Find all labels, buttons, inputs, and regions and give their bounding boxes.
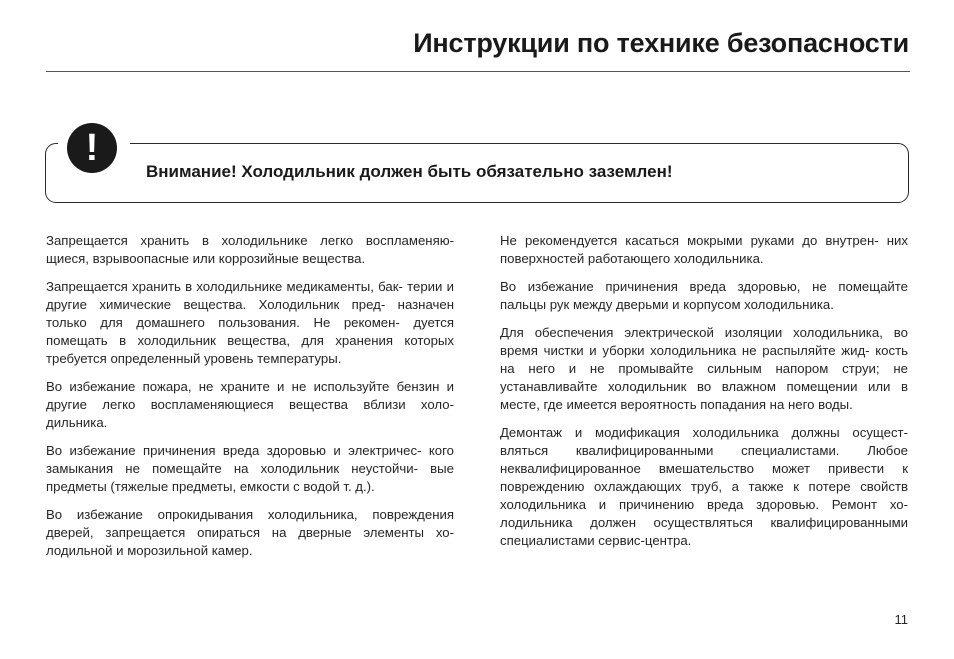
left-paragraph: Запрещается хранить в холодильнике медикаменты, бак- терии и другие химические вещества. Холодильник пред- назначен только для домашнего пользования. Не рекомен- дуется помещать в холодильник вещества, для хранения которых требуется определенный уровень температуры.	[46, 279, 454, 366]
left-paragraph: Во избежание причинения вреда здоровью и электричес- кого замыкания не помещайте на холодильник неустойчи- вые предметы (тяжелые предметы, емкости с водой т. д.).	[46, 443, 454, 494]
right-paragraph: Не рекомендуется касаться мокрыми руками до внутрен- них поверхностей работающего холодильника.	[500, 233, 908, 266]
right-paragraph: Для обеспечения электрической изоляции холодильника, во время чистки и уборки холодильника не распыляйте жид- кость на него и не промывайте сильным напором струи; не устанавливайте холодильник во влажном помещении или в месте, где имеется вероятность попадания на него воды.	[500, 325, 908, 412]
left-column	[46, 232, 454, 570]
page-title: Инструкции по технике безопасности	[413, 28, 909, 58]
warning-icon-container	[58, 120, 130, 174]
right-paragraph: Демонтаж и модификация холодильника должны осущест- вляться квалифицированными специалистами. Любое неквалифицированное вмешательство может привести к повреждению охлаждающих труб, а также к потере свойств холодильника и причинению вреда здоровью. Ремонт хо- лодильника должен осуществляться квалифицированными специалистами сервис-центра.	[500, 425, 908, 548]
left-paragraph: Во избежание опрокидывания холодильника, повреждения дверей, запрещается опираться на дверные элементы хо- лодильной и морозильной камер.	[46, 507, 454, 558]
left-paragraph: Во избежание пожара, не храните и не используйте бензин и другие легко воспламеняющиеся вещества вблизи холо- дильника.	[46, 379, 454, 430]
warning-text: Внимание! Холодильник должен быть обязательно заземлен!	[146, 162, 673, 181]
right-column	[500, 232, 908, 560]
title-divider	[46, 71, 910, 72]
left-paragraph: Запрещается хранить в холодильнике легко воспламеняю- щиеся, взрывоопасные или коррозийные вещества.	[46, 233, 454, 266]
page-number: 11	[894, 612, 908, 627]
exclamation-icon: !	[67, 123, 117, 173]
right-paragraph: Во избежание причинения вреда здоровью, не помещайте пальцы рук между дверьми и корпусом холодильника.	[500, 279, 908, 312]
